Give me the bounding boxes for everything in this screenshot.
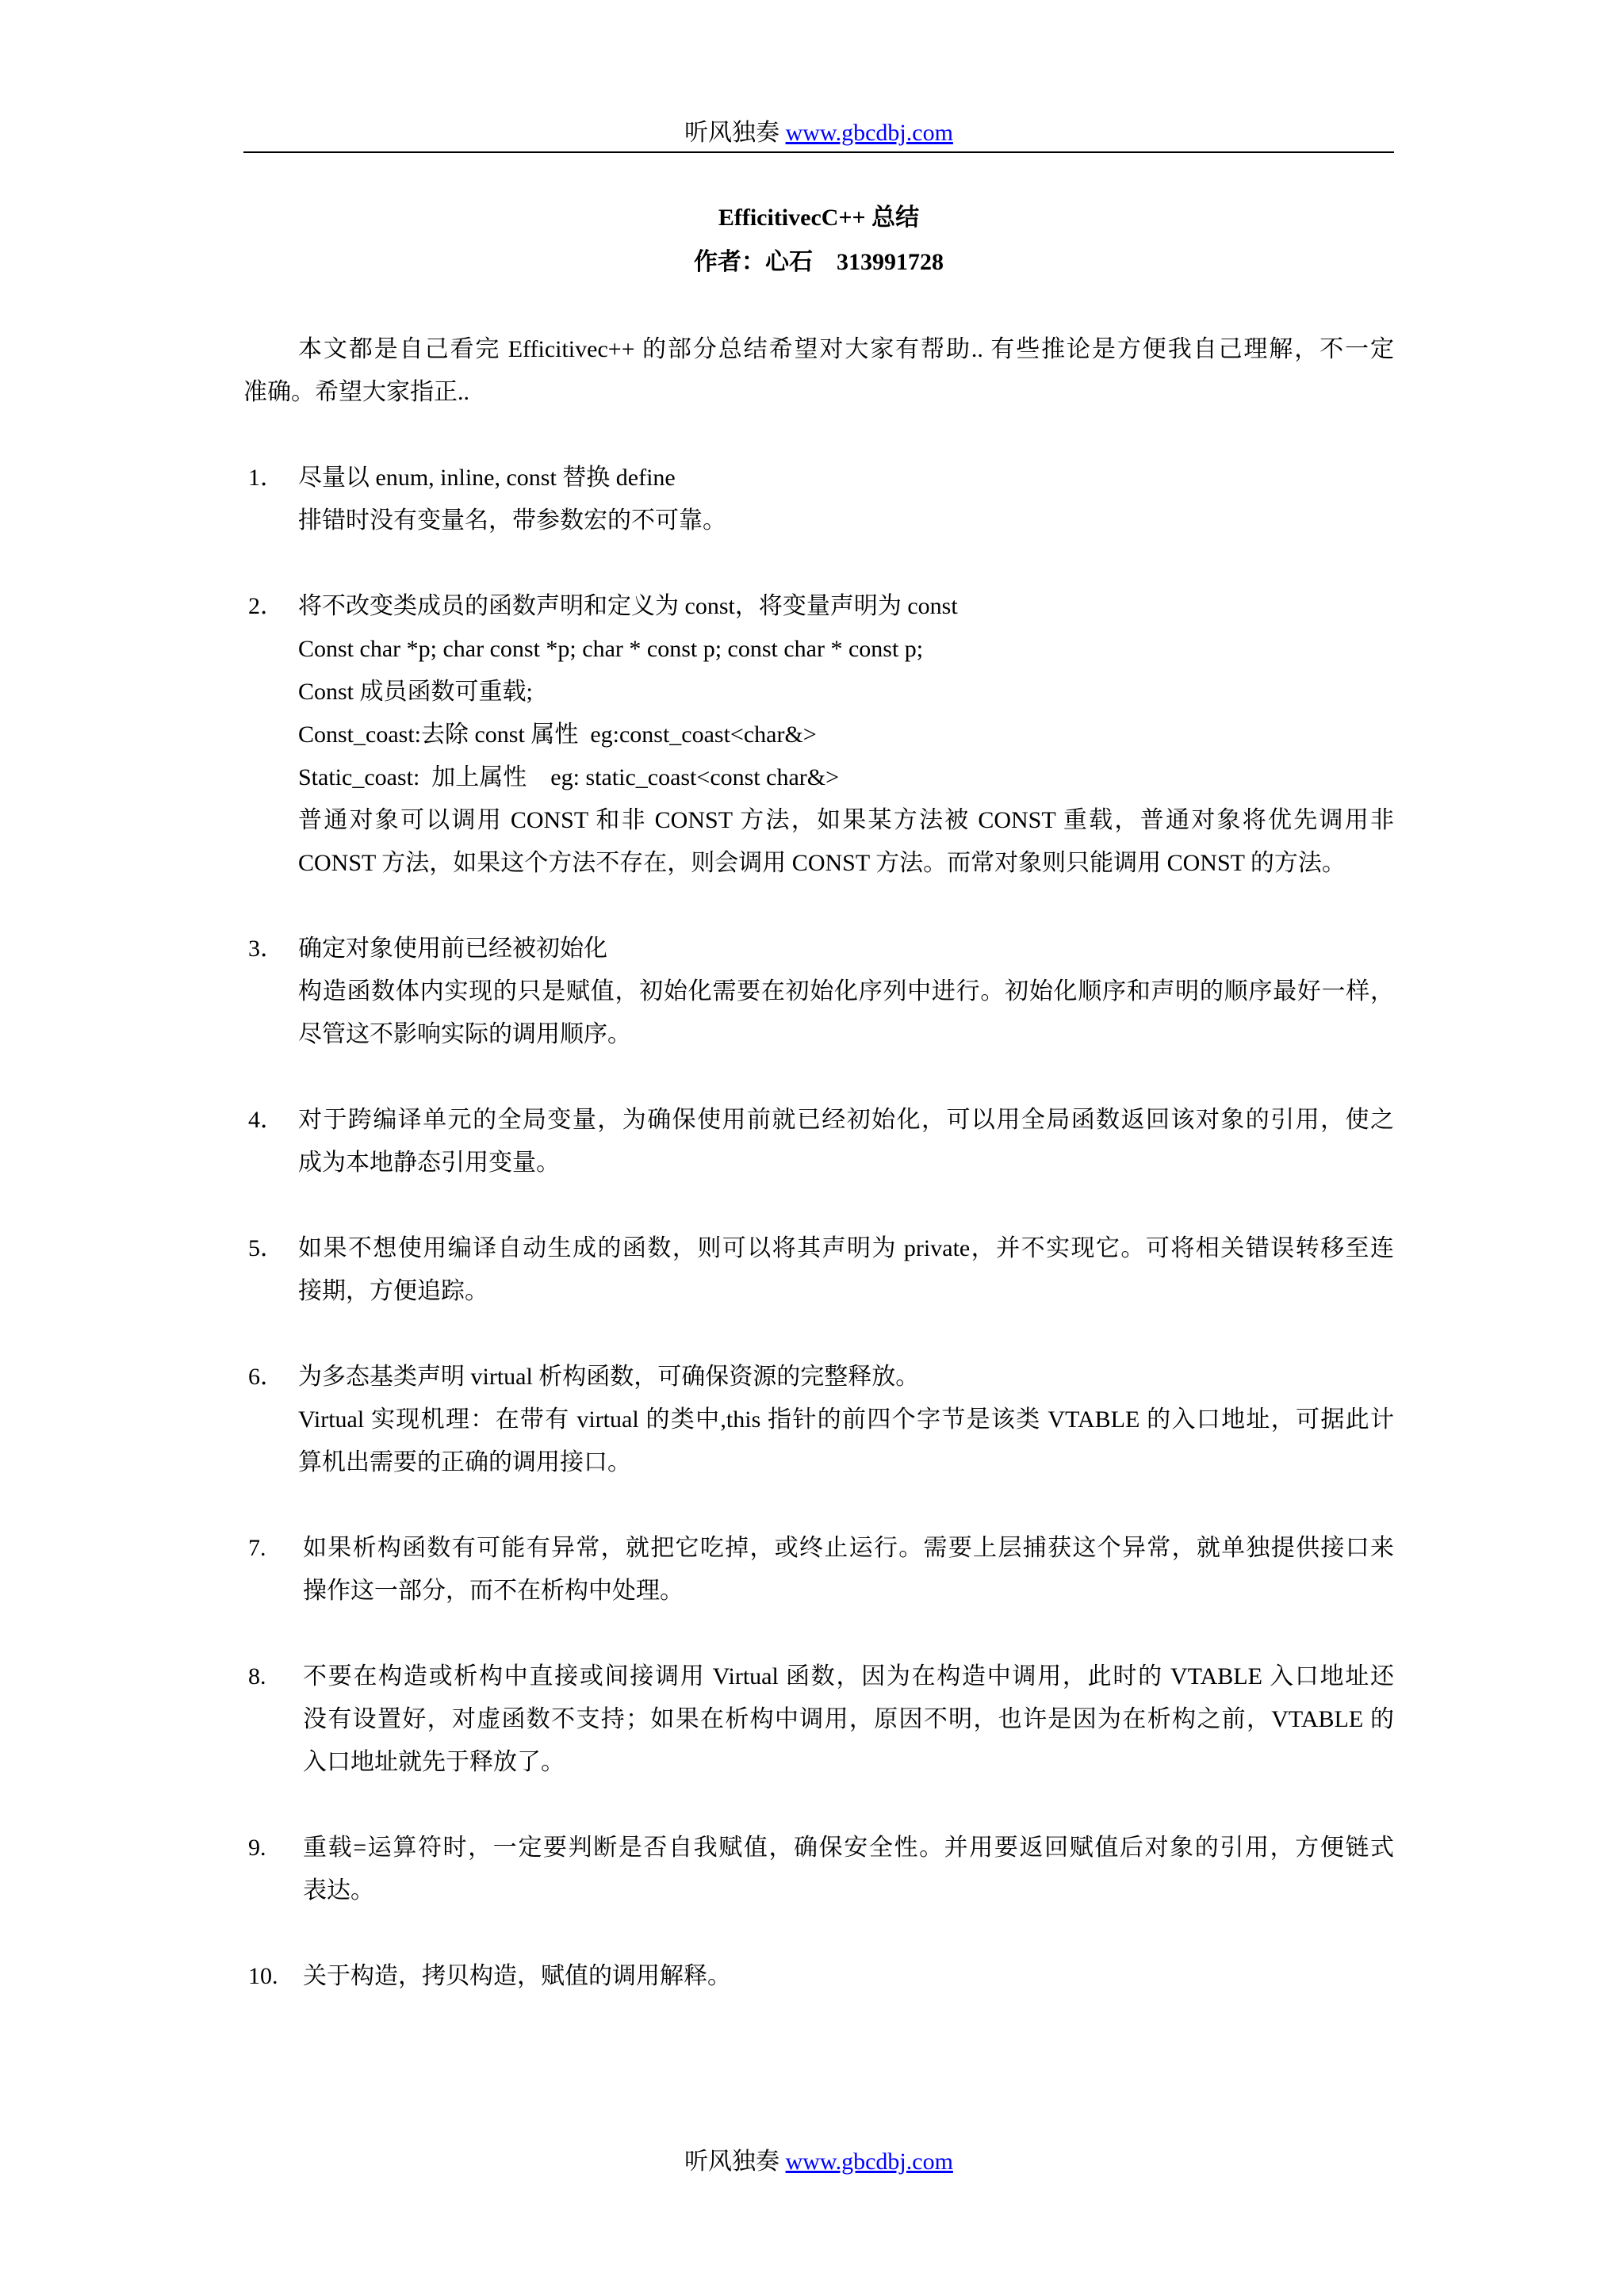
item-line: 排错时没有变量名，带参数宏的不可靠。 [298,507,726,534]
item-line: 算机出需要的正确的调用接口。 [298,1449,631,1475]
list-item-9 [243,1827,1394,1912]
item-number: 4． [248,1107,284,1133]
list-item-10 [243,1955,1394,1998]
page-footer [243,2141,1394,2183]
intro-line: 本文都是自己看完 Efficitivec++ 的部分总结希望对大家有帮助.. 有些推论是方便我自己理解，不一定 [298,336,1394,362]
item-line: Const_coast:去除 const 属性 eg:const_coast<char&> [298,721,817,748]
item-line: 关于构造，拷贝构造，赋值的调用解释。 [303,1963,731,1989]
item-number: 9. [248,1835,266,1861]
doc-author: 作者：心石 313991728 [694,249,944,275]
list-item-7 [243,1527,1394,1613]
item-number: 2． [248,593,284,619]
item-line: 没有设置好，对虚函数不支持；如果在析构中调用，原因不明，也许是因为在析构之前，VTABLE 的 [303,1706,1394,1732]
footer-site-name: 听风独奏 [684,2149,780,2175]
item-line: 表达。 [303,1877,374,1904]
item-line: 将不改变类成员的函数声明和定义为 const，将变量声明为 const [298,593,958,619]
footer-site-link[interactable]: www.gbcdbj.com [785,2149,953,2175]
intro-line: 准确。希望大家指正.. [243,379,469,405]
item-line: CONST 方法，如果这个方法不存在，则会调用 CONST 方法。而常对象则只能调用 CONST 的方法。 [298,850,1346,876]
item-line: 成为本地静态引用变量。 [298,1150,560,1176]
list-item-6 [243,1356,1394,1484]
list-item-2 [243,585,1394,885]
item-line: Virtual 实现机理：在带有 virtual 的类中,this 指针的前四个字节是该类 VTABLE 的入口地址，可据此计 [298,1406,1394,1433]
intro-paragraph [243,328,1394,414]
item-line: Const 成员函数可重载; [298,679,533,705]
list-item-5 [243,1227,1394,1313]
item-line: 重载=运算符时，一定要判断是否自我赋值，确保安全性。并用要返回赋值后对象的引用，方便链式 [303,1835,1394,1861]
item-line: 为多态基类声明 virtual 析构函数，可确保资源的完整释放。 [298,1364,920,1390]
item-line: 尽量以 enum, inline, const 替换 define [298,465,676,491]
header-rule [243,151,1394,153]
header-site-link[interactable]: www.gbcdbj.com [785,120,953,146]
item-line: 接期，方便追踪。 [298,1278,488,1304]
item-line: 操作这一部分，而不在析构中处理。 [303,1578,684,1604]
item-line: 入口地址就先于释放了。 [303,1749,565,1775]
item-line: 如果不想使用编译自动生成的函数，则可以将其声明为 private，并不实现它。可将相关错误转移至连 [298,1235,1394,1261]
item-number: 8. [248,1663,266,1689]
list-item-8 [243,1655,1394,1784]
item-number: 10. [248,1963,278,1989]
list-item-3 [243,928,1394,1056]
doc-title: EfficitivecC++ 总结 [718,205,920,231]
item-number: 3． [248,936,284,962]
item-line: 普通对象可以调用 CONST 和非 CONST 方法，如果某方法被 CONST 重载，普通对象将优先调用非 [298,807,1394,833]
page-header [243,112,1394,155]
document-body [243,197,1394,1998]
item-number: 1． [248,465,284,491]
list-item-4 [243,1099,1394,1184]
header-site-name: 听风独奏 [684,120,780,146]
item-line: 确定对象使用前已经被初始化 [298,936,607,962]
item-number: 7. [248,1535,266,1561]
item-line: 尽管这不影响实际的调用顺序。 [298,1021,631,1047]
item-line: 如果析构函数有可能有异常，就把它吃掉，或终止运行。需要上层捕获这个异常，就单独提供接口来 [303,1535,1394,1561]
item-line: 对于跨编译单元的全局变量，为确保使用前就已经初始化，可以用全局函数返回该对象的引用，使之 [298,1107,1394,1133]
item-line: 构造函数体内实现的只是赋值，初始化需要在初始化序列中进行。初始化顺序和声明的顺序最好一样， [298,978,1394,1004]
item-line: 不要在构造或析构中直接或间接调用 Virtual 函数，因为在构造中调用，此时的 VTABLE 入口地址还 [303,1663,1394,1689]
item-line: Const char *p; char const *p; char * const p; const char * const p; [298,636,924,662]
item-line: Static_coast: 加上属性 eg: static_coast<const char&> [298,764,840,790]
item-number: 6． [248,1364,284,1390]
item-number: 5． [248,1235,284,1261]
list-item-1 [243,457,1394,542]
